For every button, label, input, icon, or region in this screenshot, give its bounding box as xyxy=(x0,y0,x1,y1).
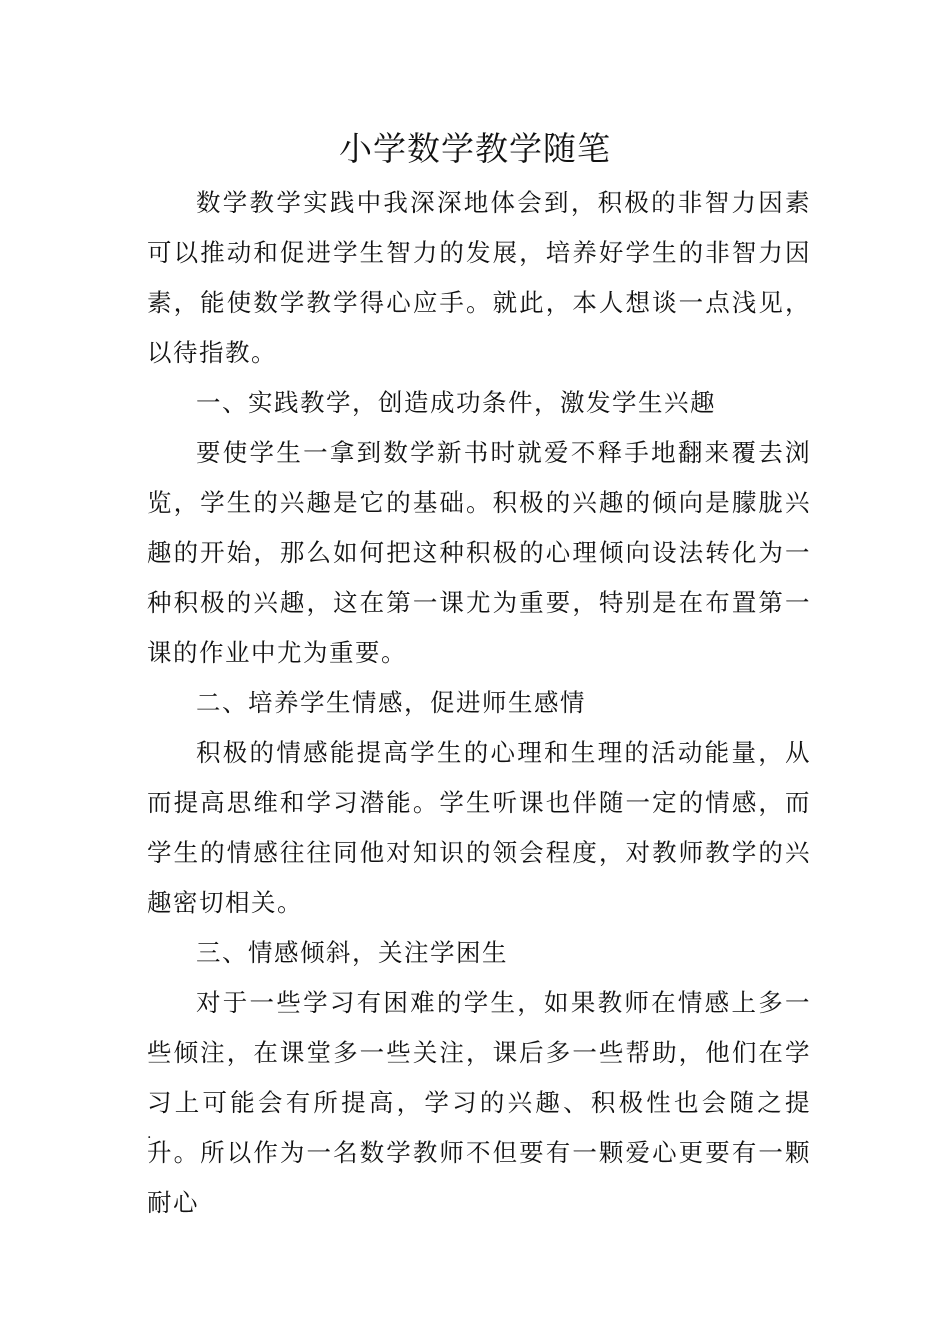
section-paragraph-1: 要使学生一拿到数学新书时就爱不释手地翻来覆去浏览，学生的兴趣是它的基础。积极的兴趣的倾向是朦胧兴趣的开始，那么如何把这种积极的心理倾向设法转化为一种积极的兴趣，这在第一课尤为重要，特别是在布置第一课的作业中尤为重要。 xyxy=(147,438,811,667)
intro-paragraph: 数学教学实践中我深深地体会到，积极的非智力因素可以推动和促进学生智力的发展，培养好学生的非智力因素，能使数学教学得心应手。就此，本人想谈一点浅见，以待指教。 xyxy=(147,188,811,367)
section-heading-3: 三、情感倾斜，关注学困生 xyxy=(196,938,508,967)
section-heading-1: 一、实践教学，创造成功条件，激发学生兴趣 xyxy=(196,388,716,417)
document-body xyxy=(147,178,811,1228)
section-heading-2: 二、培养学生情感，促进师生感情 xyxy=(196,688,586,717)
document-title: 小学数学教学随笔 xyxy=(339,129,611,168)
section-paragraph-3: 对于一些学习有困难的学生，如果教师在情感上多一些倾注，在课堂多一些关注，课后多一些帮助，他们在学习上可能会有所提高，学习的兴趣、积极性也会随之提升。所以作为一名数学教师不但要有一颗爱心更要有一颗耐心 xyxy=(147,988,811,1217)
end-mark: . xyxy=(147,1126,152,1142)
section-paragraph-2: 积极的情感能提高学生的心理和生理的活动能量，从而提高思维和学习潜能。学生听课也伴随一定的情感，而学生的情感往往同他对知识的领会程度，对教师教学的兴趣密切相关。 xyxy=(147,738,811,917)
